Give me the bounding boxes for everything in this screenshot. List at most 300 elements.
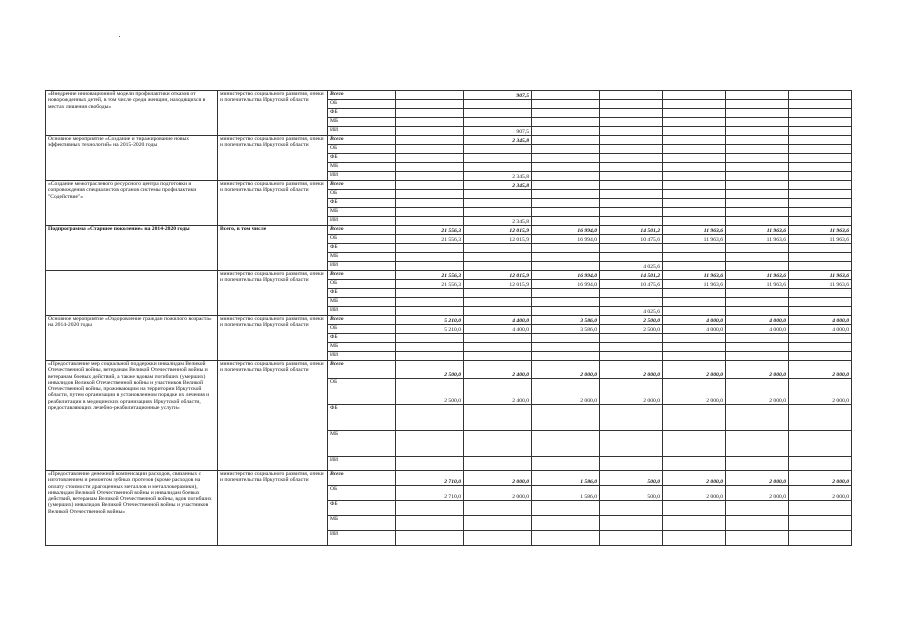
amount-cell xyxy=(663,100,726,109)
amount-cell xyxy=(396,136,464,145)
amount-cell: 10 475,6 xyxy=(600,280,663,289)
amount-cell xyxy=(532,163,600,172)
amount-cell xyxy=(532,244,600,253)
amount-cell xyxy=(663,208,726,217)
amount-cell xyxy=(396,208,464,217)
activity-description: «Создание межотраслевого ресурсного центра подготовки и сопровождения специалистов органов системы профилактики "Содействие"» xyxy=(46,181,218,226)
funding-source: ФБ xyxy=(328,109,396,118)
amount-cell xyxy=(600,172,663,181)
amount-cell xyxy=(726,208,789,217)
amount-cell xyxy=(464,109,532,118)
amount-cell xyxy=(789,334,852,343)
amount-cell xyxy=(396,343,464,352)
amount-cell: 2 000,0 xyxy=(464,471,532,486)
amount-cell: 2 000,0 xyxy=(663,471,726,486)
amount-cell xyxy=(396,307,464,316)
amount-cell xyxy=(663,145,726,154)
amount-cell xyxy=(789,154,852,163)
amount-cell xyxy=(532,253,600,262)
amount-cell: 5 210,0 xyxy=(396,325,464,334)
amount-cell xyxy=(663,431,726,457)
amount-cell xyxy=(663,163,726,172)
amount-cell xyxy=(532,289,600,298)
amount-cell xyxy=(663,307,726,316)
amount-cell xyxy=(464,352,532,361)
amount-cell xyxy=(396,154,464,163)
amount-cell xyxy=(726,109,789,118)
table-row xyxy=(46,316,852,325)
amount-cell xyxy=(396,253,464,262)
amount-cell xyxy=(532,109,600,118)
amount-cell xyxy=(532,217,600,226)
responsible-executor: министерство социального развития, опеки и попечительства Иркутской области xyxy=(218,91,328,136)
funding-source: МБ xyxy=(328,298,396,307)
amount-cell xyxy=(789,118,852,127)
amount-cell: 4 025,6 xyxy=(600,307,663,316)
amount-cell xyxy=(600,289,663,298)
funding-source: ИИ xyxy=(328,127,396,136)
amount-cell xyxy=(464,307,532,316)
amount-cell xyxy=(663,253,726,262)
amount-cell: 12 015,9 xyxy=(464,226,532,235)
amount-cell xyxy=(789,262,852,271)
amount-cell xyxy=(600,208,663,217)
amount-cell xyxy=(464,262,532,271)
amount-cell: 11 963,6 xyxy=(789,280,852,289)
amount-cell xyxy=(789,431,852,457)
amount-cell xyxy=(464,163,532,172)
amount-cell xyxy=(464,431,532,457)
amount-cell xyxy=(532,136,600,145)
funding-source: ОБ xyxy=(328,100,396,109)
funding-source: ФБ xyxy=(328,289,396,298)
amount-cell xyxy=(396,405,464,431)
amount-cell xyxy=(600,253,663,262)
amount-cell: 16 994,0 xyxy=(532,235,600,244)
amount-cell: 5 210,0 xyxy=(396,316,464,325)
amount-cell xyxy=(600,163,663,172)
amount-cell xyxy=(396,163,464,172)
amount-cell: 21 556,3 xyxy=(396,226,464,235)
amount-cell: 1 586,0 xyxy=(532,486,600,501)
amount-cell xyxy=(789,190,852,199)
amount-cell xyxy=(600,244,663,253)
amount-cell xyxy=(789,172,852,181)
amount-cell xyxy=(464,501,532,516)
amount-cell xyxy=(464,516,532,531)
amount-cell xyxy=(396,118,464,127)
amount-cell xyxy=(600,127,663,136)
amount-cell xyxy=(663,298,726,307)
amount-cell: 1 586,0 xyxy=(532,471,600,486)
amount-cell xyxy=(532,100,600,109)
amount-cell xyxy=(464,208,532,217)
funding-source: МБ xyxy=(328,208,396,217)
amount-cell xyxy=(789,343,852,352)
amount-cell xyxy=(663,127,726,136)
amount-cell: 2 500,0 xyxy=(396,361,464,379)
amount-cell xyxy=(600,457,663,471)
amount-cell: 11 963,6 xyxy=(726,235,789,244)
amount-cell xyxy=(726,307,789,316)
table-row xyxy=(46,471,852,486)
amount-cell xyxy=(726,405,789,431)
amount-cell xyxy=(663,136,726,145)
funding-source: Всего xyxy=(328,361,396,379)
amount-cell xyxy=(396,431,464,457)
amount-cell xyxy=(789,163,852,172)
activity-description: Основное мероприятие «Оздоровление граждан пожилого возраста» на 2014-2020 годы xyxy=(46,316,218,361)
amount-cell: 2 710,0 xyxy=(396,486,464,501)
amount-cell xyxy=(726,501,789,516)
amount-cell xyxy=(396,298,464,307)
amount-cell: 12 015,9 xyxy=(464,235,532,244)
amount-cell xyxy=(600,405,663,431)
amount-cell xyxy=(663,181,726,190)
funding-source: ОБ xyxy=(328,145,396,154)
amount-cell xyxy=(663,91,726,100)
amount-cell xyxy=(789,352,852,361)
amount-cell xyxy=(600,190,663,199)
funding-source: Всего xyxy=(328,181,396,190)
responsible-executor: министерство социального развития, опеки и попечительства Иркутской области xyxy=(218,361,328,471)
amount-cell xyxy=(396,145,464,154)
amount-cell xyxy=(663,501,726,516)
amount-cell: 2 000,0 xyxy=(663,486,726,501)
funding-source: МБ xyxy=(328,431,396,457)
funding-source: ОБ xyxy=(328,486,396,501)
amount-cell xyxy=(663,289,726,298)
amount-cell xyxy=(600,100,663,109)
amount-cell xyxy=(600,352,663,361)
funding-source: ИИ xyxy=(328,217,396,226)
amount-cell: 2 000,0 xyxy=(600,361,663,379)
funding-source: ИИ xyxy=(328,457,396,471)
amount-cell: 2 000,0 xyxy=(532,379,600,405)
amount-cell xyxy=(600,431,663,457)
amount-cell xyxy=(464,531,532,546)
amount-cell xyxy=(789,208,852,217)
funding-source: Всего xyxy=(328,226,396,235)
amount-cell xyxy=(726,181,789,190)
funding-source: ИИ xyxy=(328,307,396,316)
funding-source: Всего xyxy=(328,316,396,325)
amount-cell xyxy=(396,352,464,361)
amount-cell: 14 501,2 xyxy=(600,271,663,280)
amount-cell xyxy=(396,172,464,181)
amount-cell: 11 963,6 xyxy=(789,271,852,280)
funding-source: Всего xyxy=(328,91,396,100)
amount-cell xyxy=(789,100,852,109)
amount-cell xyxy=(600,118,663,127)
amount-cell xyxy=(663,154,726,163)
amount-cell xyxy=(726,457,789,471)
amount-cell: 16 994,0 xyxy=(532,280,600,289)
amount-cell: 11 963,6 xyxy=(663,280,726,289)
funding-source: ОБ xyxy=(328,379,396,405)
amount-cell xyxy=(600,501,663,516)
amount-cell xyxy=(532,172,600,181)
amount-cell xyxy=(600,334,663,343)
funding-source: ОБ xyxy=(328,280,396,289)
amount-cell xyxy=(600,199,663,208)
amount-cell: 2 000,0 xyxy=(726,486,789,501)
amount-cell xyxy=(789,457,852,471)
amount-cell xyxy=(600,145,663,154)
funding-source: ОБ xyxy=(328,190,396,199)
amount-cell xyxy=(789,217,852,226)
amount-cell: 2 500,0 xyxy=(600,316,663,325)
amount-cell xyxy=(726,516,789,531)
activity-description: Подпрограмма «Старшее поколение» на 2014-2020 годы xyxy=(46,226,218,271)
funding-source: ФБ xyxy=(328,405,396,431)
amount-cell: 4 000,0 xyxy=(726,316,789,325)
amount-cell xyxy=(789,91,852,100)
funding-source: МБ xyxy=(328,253,396,262)
table-row xyxy=(46,181,852,190)
funding-source: ИИ xyxy=(328,352,396,361)
amount-cell xyxy=(663,118,726,127)
activity-description: «Предоставление мер социальной поддержки инвалидам Великой Отечественной войны, ветеранам Великой Отечественной войны и ветеранам боевых действий, а также вдовам погибших (умерших) инвалидов Великой Отечественной войны и участников Великой Отечественной войны, проживающим на территории Иркутской области, путем организации в установленном порядке их лечения и реабилитации в медицинских организациях Иркутской области, предоставляющих лечебно-реабилитационные услуги» xyxy=(46,361,218,471)
funding-source: ФБ xyxy=(328,334,396,343)
amount-cell xyxy=(663,334,726,343)
amount-cell xyxy=(663,343,726,352)
amount-cell: 2 000,0 xyxy=(726,471,789,486)
amount-cell xyxy=(726,343,789,352)
amount-cell: 2 000,0 xyxy=(726,379,789,405)
amount-cell: 2 000,0 xyxy=(789,486,852,501)
funding-source: ФБ xyxy=(328,501,396,516)
amount-cell: 14 501,2 xyxy=(600,226,663,235)
table-row xyxy=(46,226,852,235)
amount-cell xyxy=(789,405,852,431)
amount-cell xyxy=(396,334,464,343)
amount-cell xyxy=(396,199,464,208)
amount-cell: 3 586,0 xyxy=(532,316,600,325)
amount-cell: 2 345,8 xyxy=(464,217,532,226)
activity-description: «Предоставление денежной компенсации расходов, связанных с изготовлением и ремонтом зубных протезов (кроме расходов на оплату стоимости драгоценных металлов и металлокерамики), инвалидам Великой Отечественной войны и инвалидам боевых действий, ветеранам Великой Отечественной войны, вдов погибших (умерших) инвалидов Великой Отечественной войны и участников Великой Отечественной войны» xyxy=(46,471,218,546)
amount-cell xyxy=(396,457,464,471)
amount-cell xyxy=(726,172,789,181)
amount-cell xyxy=(726,127,789,136)
amount-cell xyxy=(726,289,789,298)
amount-cell: 2 500,0 xyxy=(396,379,464,405)
amount-cell xyxy=(396,109,464,118)
amount-cell xyxy=(726,217,789,226)
amount-cell: 2 000,0 xyxy=(600,379,663,405)
scan-speck xyxy=(119,36,120,37)
funding-source: ФБ xyxy=(328,154,396,163)
amount-cell xyxy=(726,199,789,208)
amount-cell xyxy=(396,501,464,516)
amount-cell xyxy=(532,352,600,361)
amount-cell xyxy=(532,457,600,471)
amount-cell xyxy=(532,501,600,516)
amount-cell xyxy=(464,298,532,307)
amount-cell xyxy=(396,244,464,253)
amount-cell xyxy=(600,154,663,163)
amount-cell: 21 556,3 xyxy=(396,271,464,280)
funding-source: ОБ xyxy=(328,325,396,334)
amount-cell xyxy=(600,217,663,226)
amount-cell xyxy=(464,457,532,471)
responsible-executor: министерство социального развития, опеки и попечительства Иркутской области xyxy=(218,271,328,316)
amount-cell xyxy=(789,531,852,546)
amount-cell xyxy=(663,531,726,546)
amount-cell: 16 994,0 xyxy=(532,271,600,280)
amount-cell: 11 963,6 xyxy=(663,235,726,244)
amount-cell xyxy=(464,244,532,253)
amount-cell xyxy=(663,457,726,471)
amount-cell: 12 015,9 xyxy=(464,280,532,289)
amount-cell xyxy=(726,334,789,343)
amount-cell xyxy=(464,253,532,262)
amount-cell xyxy=(600,181,663,190)
amount-cell: 4 000,0 xyxy=(726,325,789,334)
amount-cell xyxy=(663,516,726,531)
amount-cell xyxy=(789,289,852,298)
amount-cell xyxy=(532,334,600,343)
amount-cell xyxy=(663,172,726,181)
amount-cell: 2 500,0 xyxy=(600,325,663,334)
amount-cell xyxy=(726,100,789,109)
amount-cell xyxy=(532,190,600,199)
amount-cell: 11 963,6 xyxy=(726,226,789,235)
responsible-executor: министерство социального развития, опеки и попечительства Иркутской области xyxy=(218,181,328,226)
amount-cell xyxy=(396,217,464,226)
amount-cell xyxy=(600,136,663,145)
amount-cell xyxy=(396,516,464,531)
amount-cell xyxy=(600,516,663,531)
amount-cell: 4 000,0 xyxy=(663,325,726,334)
funding-source: ФБ xyxy=(328,244,396,253)
amount-cell xyxy=(532,343,600,352)
amount-cell: 4 000,0 xyxy=(663,316,726,325)
amount-cell: 21 556,3 xyxy=(396,280,464,289)
amount-cell xyxy=(789,127,852,136)
amount-cell xyxy=(464,405,532,431)
amount-cell xyxy=(789,136,852,145)
amount-cell xyxy=(532,531,600,546)
amount-cell xyxy=(789,145,852,154)
amount-cell xyxy=(789,109,852,118)
amount-cell xyxy=(789,298,852,307)
amount-cell: 2 000,0 xyxy=(464,486,532,501)
amount-cell xyxy=(532,307,600,316)
responsible-executor: Всего, в том числе xyxy=(218,226,328,271)
amount-cell: 2 000,0 xyxy=(789,361,852,379)
amount-cell xyxy=(726,136,789,145)
amount-cell xyxy=(600,343,663,352)
funding-source: ИИ xyxy=(328,531,396,546)
amount-cell xyxy=(663,352,726,361)
amount-cell: 2 000,0 xyxy=(789,379,852,405)
amount-cell xyxy=(464,343,532,352)
amount-cell: 907,5 xyxy=(464,127,532,136)
funding-source: Всего xyxy=(328,271,396,280)
amount-cell xyxy=(789,253,852,262)
amount-cell: 11 963,6 xyxy=(726,280,789,289)
amount-cell: 21 556,3 xyxy=(396,235,464,244)
funding-source: МБ xyxy=(328,343,396,352)
funding-source: МБ xyxy=(328,163,396,172)
amount-cell xyxy=(663,190,726,199)
activity-description: «Внедрение инновационной модели профилактики отказов от новорожденных детей, в том числе среди женщин, находящихся в местах лишения свободы» xyxy=(46,91,218,136)
amount-cell xyxy=(663,217,726,226)
amount-cell xyxy=(396,100,464,109)
amount-cell xyxy=(726,91,789,100)
table-row xyxy=(46,136,852,145)
amount-cell xyxy=(464,199,532,208)
amount-cell: 12 015,9 xyxy=(464,271,532,280)
amount-cell xyxy=(532,199,600,208)
amount-cell xyxy=(396,181,464,190)
funding-source: ОБ xyxy=(328,235,396,244)
funding-source: МБ xyxy=(328,118,396,127)
amount-cell xyxy=(789,199,852,208)
budget-table xyxy=(45,90,852,546)
amount-cell xyxy=(464,118,532,127)
amount-cell: 4 025,6 xyxy=(600,262,663,271)
amount-cell xyxy=(396,91,464,100)
amount-cell xyxy=(396,190,464,199)
amount-cell xyxy=(663,405,726,431)
amount-cell xyxy=(532,431,600,457)
responsible-executor: министерство социального развития, опеки и попечительства Иркутской области xyxy=(218,136,328,181)
amount-cell: 2 710,0 xyxy=(396,471,464,486)
amount-cell: 2 345,8 xyxy=(464,172,532,181)
amount-cell xyxy=(789,501,852,516)
amount-cell: 16 994,0 xyxy=(532,226,600,235)
funding-source: ФБ xyxy=(328,199,396,208)
amount-cell: 500,0 xyxy=(600,486,663,501)
amount-cell xyxy=(663,244,726,253)
amount-cell: 4 000,0 xyxy=(789,325,852,334)
amount-cell xyxy=(663,199,726,208)
amount-cell: 11 963,6 xyxy=(726,271,789,280)
amount-cell xyxy=(532,181,600,190)
amount-cell: 11 963,6 xyxy=(789,235,852,244)
amount-cell xyxy=(600,298,663,307)
amount-cell: 11 963,6 xyxy=(663,226,726,235)
amount-cell: 4 400,0 xyxy=(464,325,532,334)
responsible-executor: министерство социального развития, опеки и попечительства Иркутской области xyxy=(218,316,328,361)
amount-cell xyxy=(600,531,663,546)
amount-cell xyxy=(532,262,600,271)
amount-cell xyxy=(396,531,464,546)
amount-cell: 2 000,0 xyxy=(726,361,789,379)
amount-cell xyxy=(726,298,789,307)
amount-cell xyxy=(532,516,600,531)
amount-cell xyxy=(532,154,600,163)
amount-cell xyxy=(726,154,789,163)
amount-cell xyxy=(726,431,789,457)
amount-cell xyxy=(789,181,852,190)
amount-cell xyxy=(464,289,532,298)
amount-cell xyxy=(726,531,789,546)
amount-cell xyxy=(600,109,663,118)
amount-cell xyxy=(789,244,852,253)
amount-cell xyxy=(464,334,532,343)
amount-cell xyxy=(726,190,789,199)
funding-source: Всего xyxy=(328,136,396,145)
amount-cell xyxy=(726,253,789,262)
amount-cell: 2 000,0 xyxy=(532,361,600,379)
amount-cell xyxy=(532,118,600,127)
amount-cell xyxy=(464,154,532,163)
amount-cell xyxy=(789,516,852,531)
table-row xyxy=(46,361,852,379)
